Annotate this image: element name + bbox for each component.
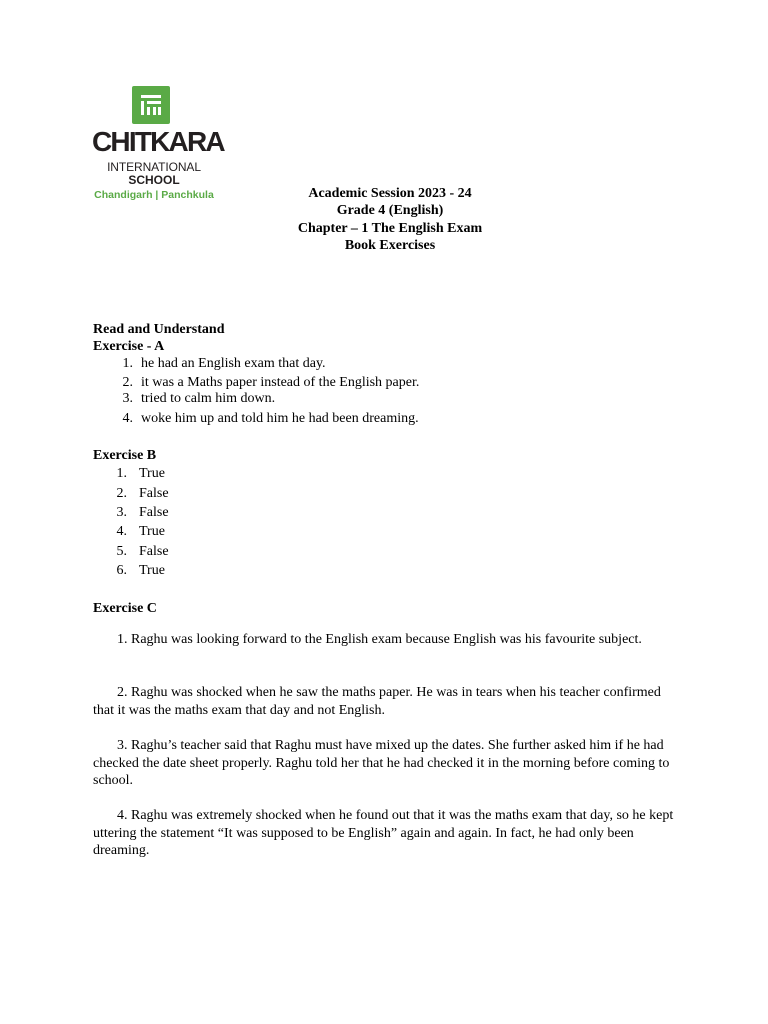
list-item-number: 5. — [116, 544, 127, 559]
exercise-c-answer-3: 3. Raghu’s teacher said that Raghu must have mixed up the dates. She further asked him if he had checked the date sheet properly. Raghu told her that he had checked it in the morning before coming to school. — [93, 738, 670, 788]
list-item-number: 1. — [122, 356, 133, 371]
list-item: True — [139, 563, 165, 578]
exercise-a-title: Exercise - A — [93, 339, 165, 354]
exercise-c-title: Exercise C — [93, 601, 157, 616]
logo-location: Chandigarh | Panchkula — [94, 189, 214, 201]
list-item-number: 3. — [122, 391, 133, 406]
logo-line1: INTERNATIONAL — [107, 160, 201, 174]
list-item-number: 2. — [116, 486, 127, 501]
session-line: Academic Session 2023 - 24 — [308, 186, 472, 201]
list-item-number: 4. — [116, 524, 127, 539]
exercise-c-answer-1: 1. Raghu was looking forward to the English exam because English was his favourite subject. — [117, 632, 642, 647]
list-item-number: 4. — [122, 411, 133, 426]
exercise-c-answer-4: 4. Raghu was extremely shocked when he found out that it was the maths exam that day, so he kept uttering the statement “It was supposed to be English” again and again. In fact, he had only been dreaming. — [93, 808, 674, 858]
list-item: he had an English exam that day. — [141, 356, 326, 371]
list-item-number: 1. — [116, 466, 127, 481]
school-logo — [92, 84, 222, 204]
logo-mark-icon — [132, 86, 170, 124]
list-item: True — [139, 524, 165, 539]
list-item: False — [139, 544, 169, 559]
list-item-number: 3. — [116, 505, 127, 520]
exercise-c-answer-2: 2. Raghu was shocked when he saw the maths paper. He was in tears when his teacher confirmed that it was the maths exam that day and not English. — [93, 685, 661, 718]
list-item: True — [139, 466, 165, 481]
list-item: False — [139, 486, 169, 501]
logo-name: CHITKARA — [92, 126, 224, 157]
document-header — [250, 185, 530, 254]
list-item: tried to calm him down. — [141, 391, 276, 406]
list-item-number: 2. — [122, 375, 133, 390]
section-title: Read and Understand — [93, 322, 225, 337]
subtitle-line: Book Exercises — [344, 237, 436, 253]
logo-line2: SCHOOL — [128, 173, 180, 187]
list-item: woke him up and told him he had been dreaming. — [141, 411, 419, 426]
exercise-b-title: Exercise B — [93, 448, 157, 463]
list-item: it was a Maths paper instead of the English paper. — [141, 375, 420, 390]
chapter-line: Chapter – 1 The English Exam — [297, 220, 483, 236]
list-item-number: 6. — [116, 563, 127, 578]
list-item: False — [139, 505, 169, 520]
grade-line: Grade 4 (English) — [336, 203, 444, 219]
